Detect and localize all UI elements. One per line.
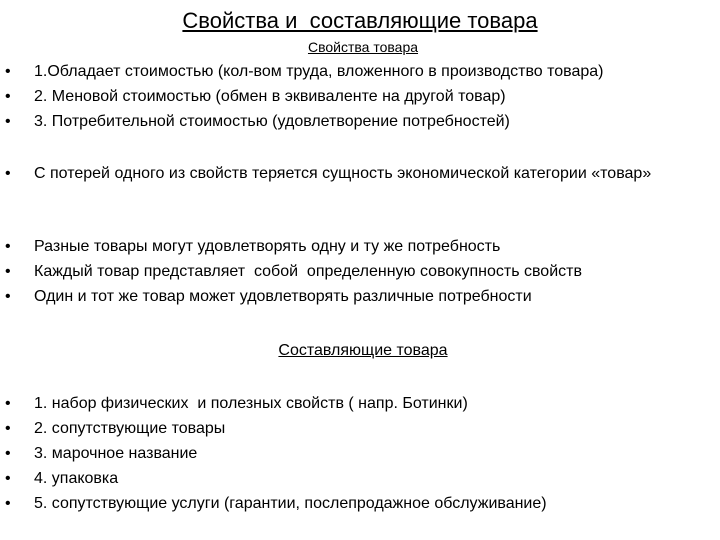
list-item: 3. Потребительной стоимостью (удовлетворение потребностей) — [34, 113, 510, 130]
list-item: 4. упаковка — [34, 470, 119, 487]
bullet-marker: • — [5, 420, 11, 437]
list-item: 3. марочное название — [34, 445, 198, 462]
bullet-marker: • — [5, 63, 11, 80]
list-item: 2. Меновой стоимостью (обмен в эквиваленте на другой товар) — [34, 88, 506, 105]
page-title: Свойства и составляющие товара — [182, 8, 538, 33]
list-item: 2. сопутствующие товары — [34, 420, 226, 437]
bullet-marker: • — [5, 238, 11, 255]
bullet-marker: • — [5, 165, 11, 182]
list-item: 5. сопутствующие услуги (гарантии, послепродажное обслуживание) — [34, 495, 547, 512]
list-item: Каждый товар представляет собой определенную совокупность свойств — [34, 263, 582, 280]
components-heading: Составляющие товара — [278, 342, 448, 359]
bullet-marker: • — [5, 495, 11, 512]
list-item: 1. набор физических и полезных свойств ( напр. Ботинки) — [34, 395, 468, 412]
list-item: Один и тот же товар может удовлетворять различные потребности — [34, 288, 532, 305]
list-item: Разные товары могут удовлетворять одну и ту же потребность — [34, 238, 501, 255]
list-item: 1.Обладает стоимостью (кол-вом труда, вложенного в производство товара) — [34, 63, 604, 80]
bullet-marker: • — [5, 113, 11, 130]
bullet-marker: • — [5, 445, 11, 462]
bullet-marker: • — [5, 395, 11, 412]
bullet-marker: • — [5, 470, 11, 487]
bullet-marker: • — [5, 288, 11, 305]
list-item: С потерей одного из свойств теряется сущность экономической категории «товар» — [34, 165, 652, 182]
bullet-marker: • — [5, 88, 11, 105]
bullet-marker: • — [5, 263, 11, 280]
properties-heading: Свойства товара — [307, 39, 419, 55]
